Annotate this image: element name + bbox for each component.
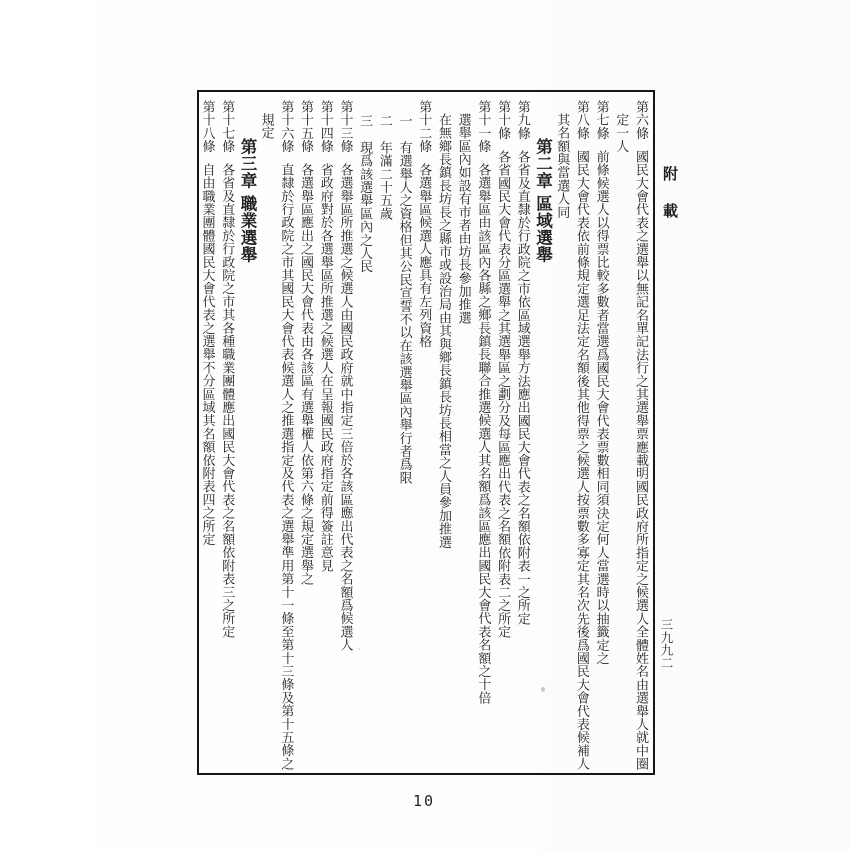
article-number: 第三章 bbox=[237, 138, 257, 189]
text-column bbox=[415, 100, 435, 771]
text-column bbox=[454, 100, 474, 771]
column-text: 直隸於行政院之市其國民大會代表候選人之推選指定及代表之選舉準用第十一條至第十三條及第十五條之 bbox=[279, 162, 295, 771]
article-number: 第九條 bbox=[515, 100, 531, 140]
text-column bbox=[375, 100, 395, 771]
column-text: 各選舉區應出之國民大會代表由各該區有選舉權人依第六條之規定選舉之 bbox=[299, 162, 315, 586]
article-number: 第十五條 bbox=[299, 100, 315, 153]
text-column bbox=[218, 100, 238, 771]
chapter-heading-column bbox=[237, 100, 257, 771]
article-number: 第十三條 bbox=[338, 100, 354, 153]
item-number: 三 bbox=[358, 114, 374, 128]
folio-number: 三九九二 bbox=[659, 618, 673, 670]
text-column bbox=[552, 100, 572, 771]
article-number: 第六條 bbox=[634, 100, 649, 140]
column-text: 各省及直隸於行政院之市依區域選舉方法應出國民大會代表之名額依附表一之所定 bbox=[515, 149, 531, 625]
text-frame-border bbox=[197, 90, 655, 775]
column-text: 年滿二十五歲 bbox=[377, 141, 393, 221]
column-text: 前條候選人以得票比較多數者當選爲國民大會代表票數相同須決定何人當選時以抽籤定之 bbox=[594, 149, 610, 665]
column-text: 定一人 bbox=[614, 113, 630, 153]
column-text: 國民大會代表依前條規定選足法定名額後其他得票之候選人按票數多寡定其名次先後爲國民大會代表候補人 bbox=[574, 149, 590, 771]
text-column bbox=[631, 100, 651, 771]
article-number: 第十四條 bbox=[318, 100, 334, 153]
column-text: 省政府對於各選舉區所推選之候選人在呈報國民政府指定前得簽註意見 bbox=[318, 162, 334, 573]
text-column bbox=[513, 100, 533, 771]
running-head: 附載 bbox=[661, 166, 677, 240]
column-text: 自由職業團體國民大會代表之選舉不分區域其名額依附表四之所定 bbox=[200, 162, 216, 546]
text-column bbox=[296, 100, 316, 771]
article-number: 第十一條 bbox=[476, 100, 492, 153]
column-text: 各選舉區候選人應具有左列資格 bbox=[417, 162, 433, 348]
column-text: 各省及直隸於行政院之市其各種職業團體應出國民大會代表之名額依附表三之所定 bbox=[220, 162, 236, 639]
article-number: 第二章 bbox=[533, 138, 553, 189]
text-column bbox=[199, 100, 218, 771]
article-number: 第七條 bbox=[594, 100, 610, 140]
column-text: 國民大會代表之選舉以無記名單記法行之其選舉票應載明國民政府所指定之候選人全體姓名由選舉人就中圈 bbox=[634, 149, 649, 771]
text-column bbox=[316, 100, 336, 771]
column-text: 現爲該選舉區內之人民 bbox=[358, 141, 374, 274]
article-number: 第十六條 bbox=[279, 100, 295, 153]
text-column bbox=[395, 100, 415, 771]
column-text: 各選舉區由該區內各縣之鄉長鎮長聯合推選候選人其名額爲該區應出國民大會代表名額之十倍 bbox=[476, 162, 492, 705]
column-text: 職業選舉 bbox=[237, 195, 257, 263]
column-text: 規定 bbox=[259, 113, 275, 140]
column-text: 其名額與當選人同 bbox=[555, 113, 571, 219]
text-column bbox=[612, 100, 632, 771]
scan-speck bbox=[358, 648, 360, 650]
column-text: 各省國民大會代表分區選舉之其選舉區之劃分及每區應出代表之名額依附表二之所定 bbox=[496, 149, 512, 639]
item-number: 二 bbox=[377, 114, 393, 128]
column-text: 選舉區內如設有市者由坊長參加推選 bbox=[456, 113, 472, 325]
chapter-heading-column bbox=[533, 100, 553, 771]
column-text: 有選舉人之資格但其公民宣誓不以在該選舉區內舉行者爲限 bbox=[397, 141, 413, 485]
text-column bbox=[474, 100, 494, 771]
text-column bbox=[336, 100, 356, 771]
text-column bbox=[277, 100, 297, 771]
column-text: 各選舉區所推選之候選人由國民政府就中指定三倍於各該區應出代表之名額爲候選人 bbox=[338, 162, 354, 652]
column-text: 在無鄉長鎮長坊長之縣市或設治局由其與鄉長鎮長坊長相當之人員參加推選 bbox=[436, 113, 452, 549]
article-number: 第十八條 bbox=[200, 100, 216, 153]
scan-speck bbox=[541, 687, 545, 692]
text-column bbox=[493, 100, 513, 771]
text-column bbox=[592, 100, 612, 771]
law-text-columns bbox=[199, 92, 653, 773]
article-number: 第十七條 bbox=[220, 100, 236, 153]
article-number: 第十條 bbox=[496, 100, 512, 140]
article-number: 第十二條 bbox=[417, 100, 433, 153]
text-column bbox=[434, 100, 454, 771]
text-column bbox=[355, 100, 375, 771]
page-number: 10 bbox=[412, 792, 436, 810]
text-column bbox=[572, 100, 592, 771]
text-column bbox=[257, 100, 277, 771]
item-number: 一 bbox=[397, 114, 413, 128]
article-number: 第八條 bbox=[574, 100, 590, 140]
column-text: 區域選舉 bbox=[533, 195, 553, 263]
